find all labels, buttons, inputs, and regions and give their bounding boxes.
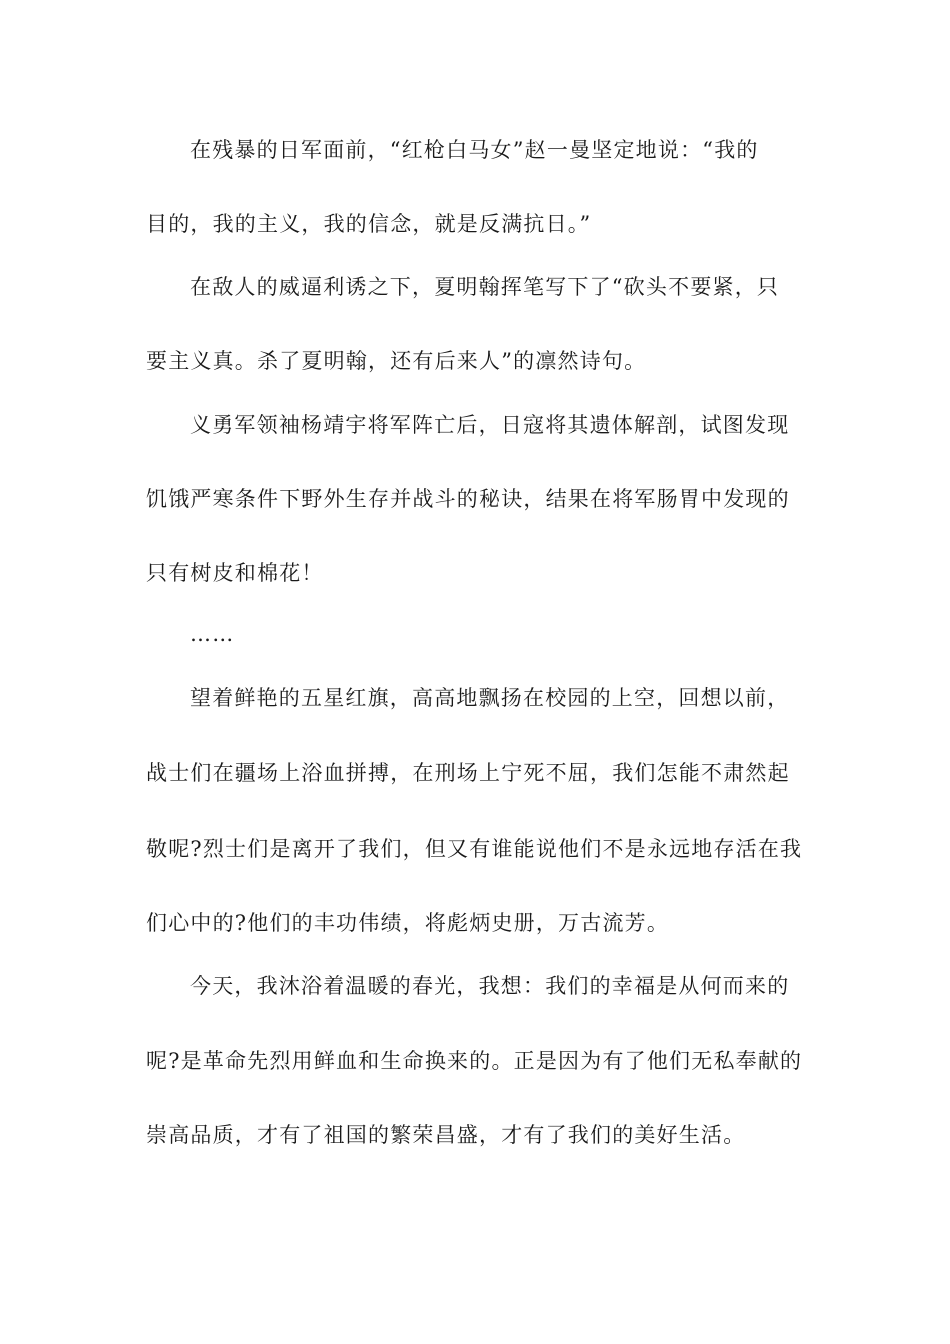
text-line: 义勇军领袖杨靖宇将军阵亡后，日寇将其遗体解剖，试图发现 xyxy=(190,413,790,437)
text-line: 要主义真。杀了夏明翰，还有后来人”的凛然诗句。 xyxy=(146,349,647,373)
text-line: 崇高品质，才有了祖国的繁荣昌盛，才有了我们的美好生活。 xyxy=(146,1123,746,1147)
text-line: 战士们在疆场上浴血拼搏，在刑场上宁死不屈，我们怎能不肃然起 xyxy=(146,761,790,785)
text-line: 今天，我沐浴着温暖的春光，我想：我们的幸福是从何而来的 xyxy=(190,974,790,998)
text-line: 饥饿严寒条件下野外生存并战斗的秘诀，结果在将军肠胃中发现的 xyxy=(146,487,790,511)
text-line: 敬呢?烈士们是离开了我们，但又有谁能说他们不是永远地存活在我 xyxy=(146,837,803,861)
text-line: 在敌人的威逼利诱之下，夏明翰挥笔写下了“砍头不要紧，只 xyxy=(190,275,780,299)
text-line: 们心中的?他们的丰功伟绩，将彪炳史册，万古流芳。 xyxy=(146,911,670,935)
text-line: 只有树皮和棉花！ xyxy=(146,561,324,585)
text-line: 望着鲜艳的五星红旗，高高地飘扬在校园的上空，回想以前， xyxy=(190,686,790,710)
text-line: 呢?是革命先烈用鲜血和生命换来的。正是因为有了他们无私奉献的 xyxy=(146,1049,803,1073)
ellipsis: …… xyxy=(190,622,235,646)
text-line: 目的，我的主义，我的信念，就是反满抗日。” xyxy=(146,212,592,236)
text-line: 在残暴的日军面前，“红枪白马女”赵一曼坚定地说：“我的 xyxy=(190,138,759,162)
